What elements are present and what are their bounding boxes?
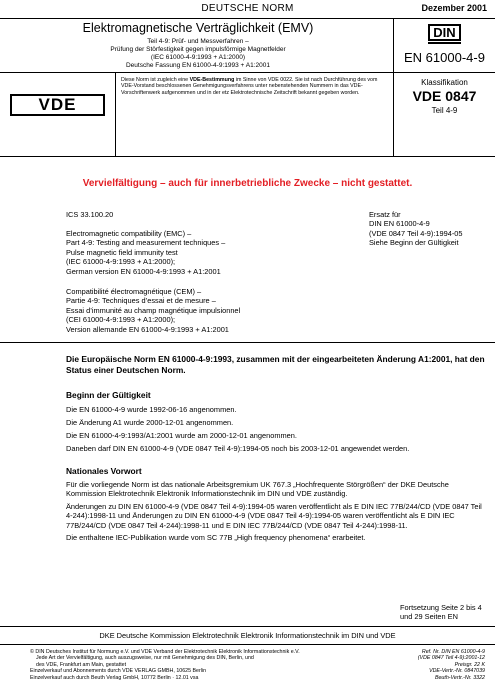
legal-left [30,649,370,681]
ref-line: Preisgr. 22 K [454,661,485,668]
title-en-line: German version EN 61000-4-9:1993 + A1:2001 [66,266,221,276]
subtitle-line: (IEC 61000-4-9:1993 + A1:2000) [150,54,246,61]
dke-footer: DKE Deutsche Kommission Elektrotechnik Elektronik Informationstechnik im DIN und VDE [99,631,396,640]
vorwort-text [66,480,490,542]
title-en-line: Pulse magnetic field immunity test [66,247,178,257]
fortsetzung-line: und 29 Seiten EN [400,612,458,622]
beginn-line: Die EN 61000-4-9:1993/A1:2001 wurde am 2000-12-01 angenommen. [66,430,297,440]
vorwort-paragraph: Die enthaltene IEC-Publikation wurde vom SC 77B „High frequency phenomena“ erarbeitet. [66,533,366,543]
header-rule-bottom [0,72,495,73]
copy-warning: Vervielfältigung – auch für innerbetriebliche Zwecke – nicht gestattet. [82,178,413,189]
title-fr-line: Partie 4-9: Techniques d’essai et de mesure – [66,296,216,306]
titles-english [66,229,366,276]
din-logo: DIN [428,24,460,41]
legal-line: Einzelverkauf auch durch Beuth Verlag GmbH, 10772 Berlin · 12.01 vsa [30,674,199,681]
beginn-line: Die Änderung A1 wurde 2000-12-01 angenommen. [66,417,234,427]
ersatz-info [369,210,493,248]
ref-line: VDE-Vertr.-Nr. 0847039 [429,668,485,675]
beginn-line: Die EN 61000-4-9 wurde 1992-06-16 angenommen. [66,405,237,414]
norm-type: DEUTSCHE NORM [201,3,294,14]
din-logo-area [394,24,495,42]
dke-rule-bottom [0,644,495,645]
ref-line: (VDE 0847 Teil 4-9):2001-12 [417,655,485,662]
vorwort-paragraph: Änderungen zu DIN EN 61000-4-9 (VDE 0847 Teil 4-9):1994-05 waren veröffentlicht als E DIN IEC 77B/244/CD (VDE 0847 Teil 4-244):1998-11 und Änderungen zu DIN EN 61000-4-9 (VDE 0847 Teil 4-9):1994-05 waren veröffentlicht als E DIN IEC 77B/244/CD (VDE 0847 Teil 4-244):1998-11 und E DIN IEC 77B/244/CD (VDE 0847 Teil 4-244):1998-11. [66,501,482,530]
norm-title: Elektromagnetische Verträglichkeit (EMV) [82,21,314,35]
ersatz-line: DIN EN 61000-4-9 [369,219,430,229]
vde-teil: Teil 4-9 [431,106,458,115]
title-en-line: Electromagnetic compatibility (EMC) – [66,229,192,238]
vorwort-paragraph: Für die vorliegende Norm ist das nationale Arbeitsgremium UK 767.3 „Hochfrequente Störgrößen“ der DKE Deutsche Kommission Elektrotechnik Elektronik Informationstechnik im DIN und VDE zuständig. [66,480,449,499]
fortsetzung [400,603,494,622]
titles-rule-bottom [0,342,495,343]
titles-french [66,287,366,334]
beginn-heading: Beginn der Gültigkeit [66,390,151,400]
beginn-lines [66,405,490,453]
legal-line: Jede Art der Vervielfältigung, auch auszugsweise, nur mit Genehmigung des DIN, Berlin, und [36,655,254,662]
vde-number: VDE 0847 [412,88,477,104]
ref-line: Beuth-Vertr.-Nr. 3322 [434,674,485,681]
ics-code: ICS 33.100.20 [66,210,114,219]
ref-line: Ref. Nr. DIN EN 61000-4-9 [421,649,485,655]
norm-date: Dezember 2001 [421,3,487,13]
dke-rule-top [0,626,495,627]
ersatz-line: Siehe Beginn der Gültigkeit [369,238,459,248]
fortsetzung-line: Fortsetzung Seite 2 bis 4 [400,603,482,612]
ersatz-line: Ersatz für [369,210,401,219]
title-fr-line: Version allemande EN 61000-4-9:1993 + A1:2001 [66,324,229,334]
vde-statement-bold: VDE-Bestimmung [189,77,235,83]
standard-number: EN 61000-4-9 [404,50,485,65]
title-en-line: Part 4-9: Testing and measurement techniques – [66,238,226,248]
subtitle-line: Deutsche Fassung EN 61000-4-9:1993 + A1:2001 [125,62,270,69]
subtitle-line: Teil 4-9: Prüf- und Messverfahren – [147,38,249,45]
norm-subtitle [8,38,388,70]
legal-line: © DIN Deutsches Institut für Normung e.V. und VDE Verband der Elektrotechnik Elektronik Informationstechnik e.V. [30,649,300,655]
vde-statement [121,77,388,96]
vde-logo: VDE [10,94,105,116]
vde-box-rule-bottom [0,156,495,157]
legal-line: des VDE, Frankfurt am Main, gestattet [36,661,127,668]
ersatz-line: (VDE 0847 Teil 4-9):1994-05 [369,228,463,238]
header-rule-top [0,18,495,19]
vde-statement-prefix: Diese Norm ist zugleich eine [121,77,190,83]
subtitle-line: Prüfung der Störfestigkeit gegen impulsförmige Magnetfelder [110,46,286,53]
legal-line: Einzelverkauf und Abonnements durch VDE VERLAG GMBH, 10625 Berlin [30,668,207,675]
vde-box-divider [115,72,116,156]
title-en-line: (IEC 61000-4-9:1993 + A1:2000); [66,257,176,267]
beginn-line: Daneben darf DIN EN 61000-4-9 (VDE 0847 Teil 4-9):1994-05 noch bis 2003-12-01 angewendet werden. [66,443,410,453]
legal-right [375,649,485,681]
vde-statement-suffix: im Sinne von VDE 0022. Sie ist nach Durchführung des vom VDE-Vorstand beschlossenen Genehmigungsverfahrens unter nebenstehenden Nummern in das VDE-Vorschriftenwerk aufgenommen und in der etz Elektrotechnische Zeitschrift bekannt gegeben worden. [121,77,378,96]
vorwort-heading: Nationales Vorwort [66,466,142,476]
klassifikation-label: Klassifikation [421,78,468,87]
title-fr-line: Essai d’immunité au champ magnétique impulsionnel [66,305,241,315]
title-fr-line: (CEI 61000-4-9:1993 + A1:2000); [66,315,176,325]
status-statement: Die Europäische Norm EN 61000-4-9:1993, zusammen mit der eingearbeiteten Änderung A1:2001, hat den Status einer Deutschen Norm. [66,354,485,375]
title-fr-line: Compatibilité électromagnétique (CEM) – [66,287,202,296]
